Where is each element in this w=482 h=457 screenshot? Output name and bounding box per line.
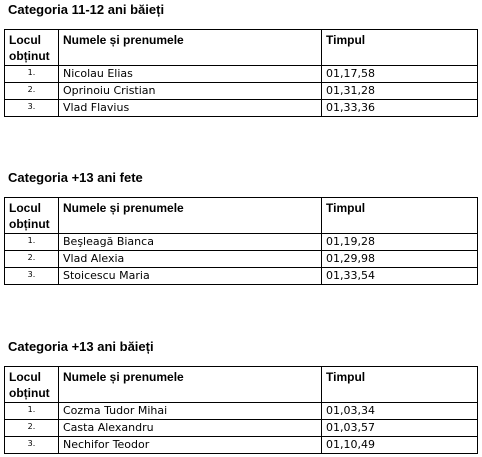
name-cell: Stoicescu Maria [59,268,322,285]
column-header-place [5,367,59,403]
place-cell: 3. [5,100,59,117]
header-place-label: Locul obținut [9,201,50,231]
name-cell: Cozma Tudor Mihai [59,403,322,420]
column-header-time: Timpul [322,367,478,403]
place-cell: 1. [5,66,59,83]
place-cell: 3. [5,437,59,454]
name-cell: Beşleagă Bianca [59,234,322,251]
place-cell: 1. [5,234,59,251]
place-cell: 1. [5,403,59,420]
table-header-row [5,367,478,403]
time-cell: 01,33,36 [322,100,478,117]
table-row [5,100,478,117]
header-place-label: Locul obținut [9,370,50,400]
place-cell: 3. [5,268,59,285]
section-title: Categoria 11-12 ani băieți [8,2,165,17]
column-header-name: Numele și prenumele [59,367,322,403]
place-cell: 2. [5,251,59,268]
table-header-row [5,198,478,234]
table-row [5,83,478,100]
column-header-name: Numele și prenumele [59,198,322,234]
table-row [5,66,478,83]
time-cell: 01,19,28 [322,234,478,251]
results-table [4,29,478,117]
place-cell: 2. [5,83,59,100]
table-row [5,437,478,454]
time-cell: 01,10,49 [322,437,478,454]
name-cell: Vlad Flavius [59,100,322,117]
name-cell: Casta Alexandru [59,420,322,437]
column-header-time: Timpul [322,30,478,66]
results-table [4,366,478,454]
time-cell: 01,17,58 [322,66,478,83]
table-row [5,403,478,420]
section-title: Categoria +13 ani băieți [8,339,154,354]
table-row [5,420,478,437]
column-header-place [5,198,59,234]
name-cell: Vlad Alexia [59,251,322,268]
table-row [5,268,478,285]
name-cell: Oprinoiu Cristian [59,83,322,100]
time-cell: 01,29,98 [322,251,478,268]
results-table [4,197,478,285]
header-place-label: Locul obținut [9,33,50,63]
table-row [5,234,478,251]
column-header-place [5,30,59,66]
table-header-row [5,30,478,66]
name-cell: Nicolau Elias [59,66,322,83]
column-header-time: Timpul [322,198,478,234]
time-cell: 01,31,28 [322,83,478,100]
name-cell: Nechifor Teodor [59,437,322,454]
time-cell: 01,03,57 [322,420,478,437]
place-cell: 2. [5,420,59,437]
section-title: Categoria +13 ani fete [8,170,143,185]
time-cell: 01,33,54 [322,268,478,285]
table-row [5,251,478,268]
time-cell: 01,03,34 [322,403,478,420]
column-header-name: Numele și prenumele [59,30,322,66]
